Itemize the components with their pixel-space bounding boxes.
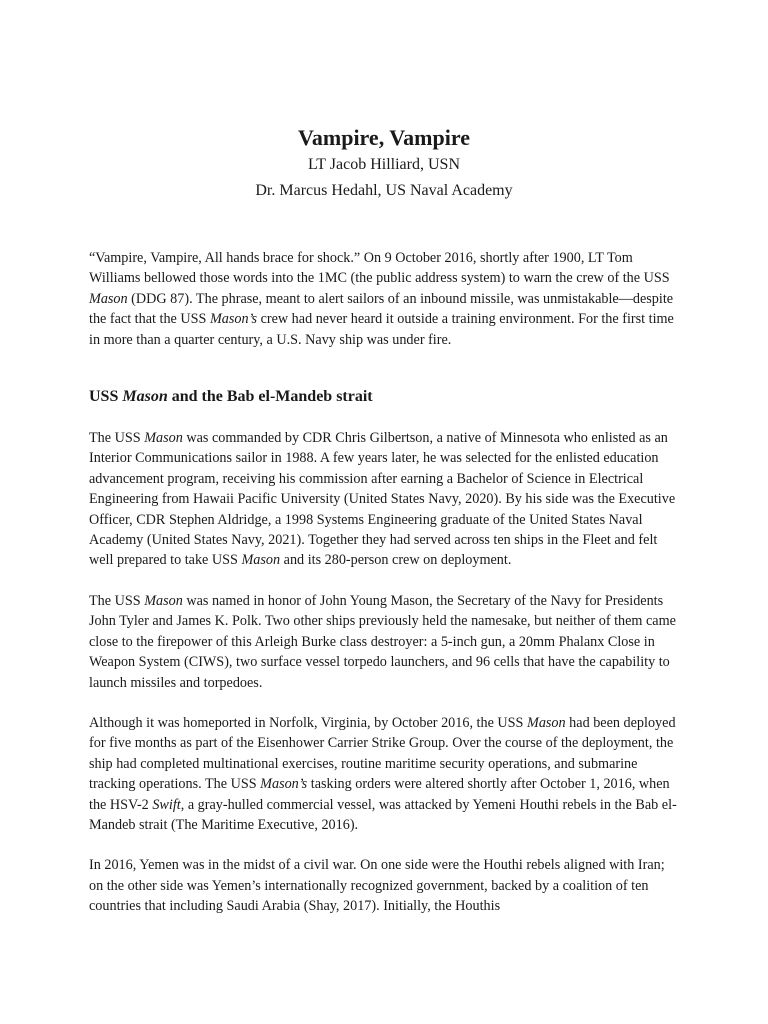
document-page bbox=[89, 0, 679, 937]
section-paragraph-1 bbox=[89, 428, 679, 571]
heading-ship-name-italic: Mason bbox=[122, 388, 168, 406]
text-run: tasking orders were altered shortly after October 1, 2016, when the HSV-2 bbox=[89, 776, 670, 813]
text-run: , a gray-hulled commercial vessel, was attacked by Yemeni Houthi rebels in the Bab el-Mandeb strait (The Maritime Executive, 2016). bbox=[89, 796, 677, 833]
section-paragraph-3 bbox=[89, 713, 679, 835]
text-run: had been deployed for five months as part of the Eisenhower Carrier Strike Group. Over the course of the deployment, the ship had completed multinational exercises, routine maritime security operations, and submarine tracking operations. The USS bbox=[89, 714, 676, 793]
text-run: crew had never heard it outside a training environment. For the first time in more than a quarter century, a U.S. Navy ship was under fire. bbox=[89, 311, 674, 348]
ship-name-italic: Mason bbox=[144, 430, 183, 447]
heading-text: USS bbox=[89, 388, 123, 406]
text-run: “Vampire, Vampire, All hands brace for shock.” On 9 October 2016, shortly after 1900, LT Tom Williams bellowed those words into the 1MC (the public address system) to warn the crew of the USS bbox=[89, 250, 670, 287]
section-heading bbox=[89, 386, 679, 408]
text-run: was commanded by CDR Chris Gilbertson, a native of Minnesota who enlisted as an Interior Communications sailor in 1988. A few years later, he was selected for the enlisted education advancement program, receiving his commission after earning a Bachelor of Science in Electrical Engineering from Hawaii Pacific University (United States Navy, 2020). By his side was the Executive Officer, CDR Stephen Aldridge, a 1998 Systems Engineering graduate of the United States Naval Academy (United States Navy, 2021). Together they had served across ten ships in the Fleet and felt well prepared to take USS bbox=[89, 430, 676, 569]
author-line-2: Dr. Marcus Hedahl, US Naval Academy bbox=[255, 182, 513, 199]
document-header bbox=[89, 124, 679, 204]
document-body bbox=[89, 248, 679, 917]
intro-paragraph bbox=[89, 248, 679, 350]
section-paragraph-4: In 2016, Yemen was in the midst of a civil war. On one side were the Houthi rebels aligned with Iran; on the other side was Yemen’s internationally recognized government, backed by a coalition of ten countries that including Saudi Arabia (Shay, 2017). Initially, the Houthis bbox=[89, 857, 665, 915]
ship-name-italic: Mason bbox=[89, 290, 128, 307]
text-run: and its 280-person crew on deployment. bbox=[280, 552, 512, 569]
heading-text: and the Bab el-Mandeb strait bbox=[167, 388, 373, 406]
ship-name-italic: Swift bbox=[152, 796, 181, 813]
text-run: was named in honor of John Young Mason, the Secretary of the Navy for Presidents John Tyler and James K. Polk. Two other ships previously held the namesake, but neither of them came close to the firepower of this Arleigh Burke class destroyer: a 5-inch gun, a 20mm Phalanx Close in Weapon System (CIWS), two surface vessel torpedo launchers, and 96 cells that have the capability to launch missiles and torpedoes. bbox=[89, 592, 676, 691]
ship-name-italic: Mason’s bbox=[260, 776, 308, 793]
text-run: The USS bbox=[89, 430, 145, 447]
ship-name-italic: Mason’s bbox=[209, 311, 258, 328]
text-run: Although it was homeported in Norfolk, Virginia, by October 2016, the USS bbox=[89, 714, 527, 731]
ship-name-italic: Mason bbox=[144, 592, 183, 609]
text-run: (DDG 87). The phrase, meant to alert sailors of an inbound missile, was unmistakable—despite the fact that the USS bbox=[89, 290, 674, 328]
ship-name-italic: Mason bbox=[527, 714, 566, 731]
ship-name-italic: Mason bbox=[241, 552, 281, 569]
section-paragraph-2 bbox=[89, 591, 679, 693]
document-title: Vampire, Vampire bbox=[298, 125, 470, 150]
text-run: The USS bbox=[89, 592, 145, 609]
author-line-1: LT Jacob Hilliard, USN bbox=[308, 156, 460, 173]
